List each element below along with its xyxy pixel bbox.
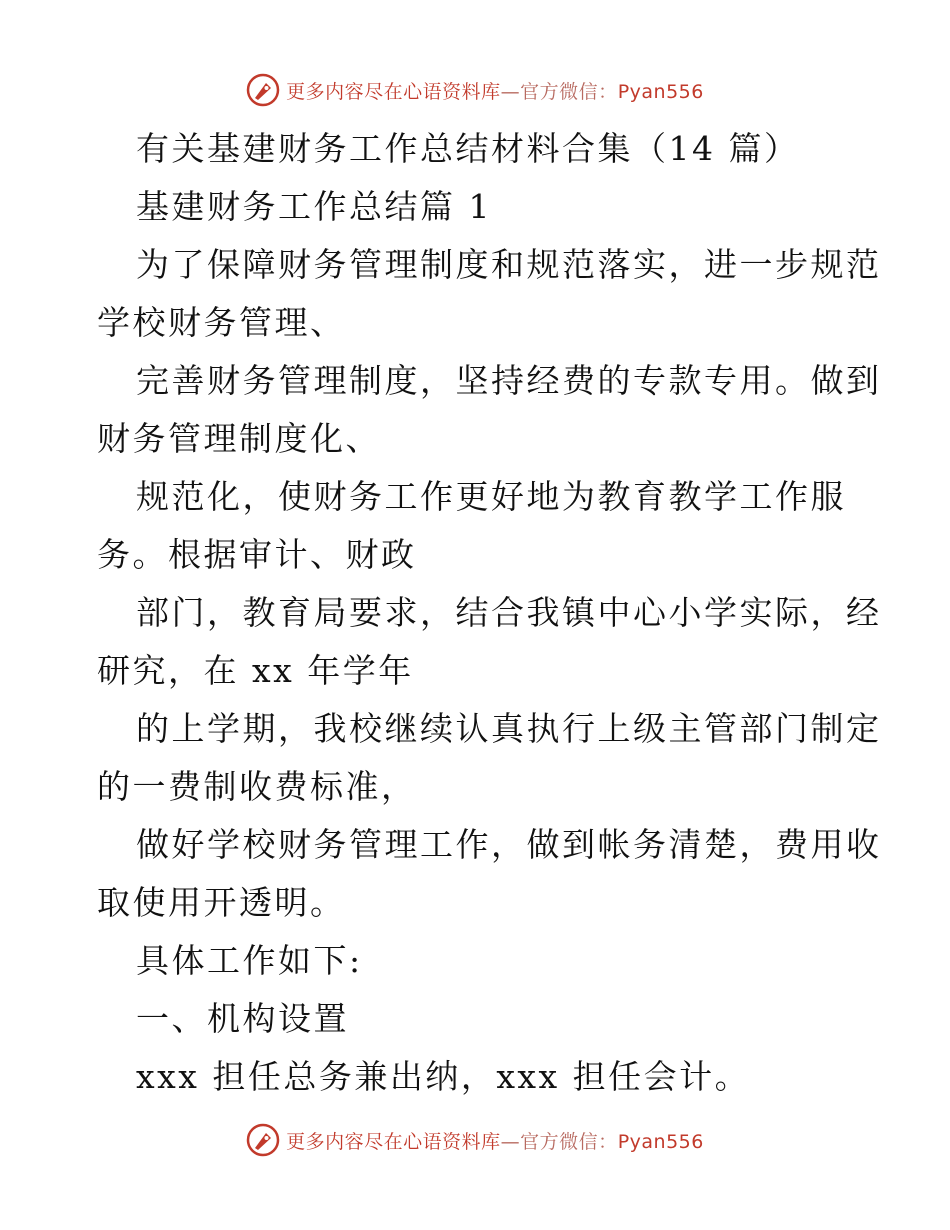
- paragraph-line: xxx 担任总务兼出纳，xxx 担任会计。: [136, 1057, 751, 1096]
- paragraph-line: 研究，在 xx 年学年: [97, 651, 414, 690]
- paragraph-line: 做好学校财务管理工作，做到帐务清楚，费用收: [136, 825, 882, 864]
- document-title: 有关基建财务工作总结材料合集（14 篇）: [136, 129, 800, 168]
- footer-banner: [0, 1120, 950, 1160]
- header-banner-text: 更多内容尽在心语资料库—官方微信：Pyan556: [286, 80, 704, 103]
- paragraph-line: 完善财务管理制度，坚持经费的专款专用。做到: [136, 361, 882, 400]
- paragraph-line: 为了保障财务管理制度和规范落实，进一步规范: [136, 245, 882, 284]
- paragraph-line: 具体工作如下:: [136, 941, 363, 980]
- paragraph-line: 务。根据审计、财政: [97, 535, 417, 574]
- header-banner: [0, 70, 950, 110]
- paragraph-line: 一、机构设置: [136, 999, 349, 1038]
- pen-nib-logo-icon: [246, 73, 280, 107]
- footer-banner-text: 更多内容尽在心语资料库—官方微信：Pyan556: [286, 1130, 704, 1153]
- paragraph-line: 的一费制收费标准，: [97, 767, 417, 806]
- paragraph-line: 取使用开透明。: [97, 883, 346, 922]
- paragraph-line: 规范化，使财务工作更好地为教育教学工作服: [136, 477, 846, 516]
- paragraph-line: 学校财务管理、: [97, 303, 346, 342]
- document-body: [97, 120, 882, 1106]
- paragraph-line: 财务管理制度化、: [97, 419, 381, 458]
- paragraph-line: 部门，教育局要求，结合我镇中心小学实际，经: [136, 593, 882, 632]
- paragraph-line: 的上学期，我校继续认真执行上级主管部门制定: [136, 709, 882, 748]
- pen-nib-logo-icon: [246, 1123, 280, 1157]
- section-heading: 基建财务工作总结篇 1: [136, 187, 492, 226]
